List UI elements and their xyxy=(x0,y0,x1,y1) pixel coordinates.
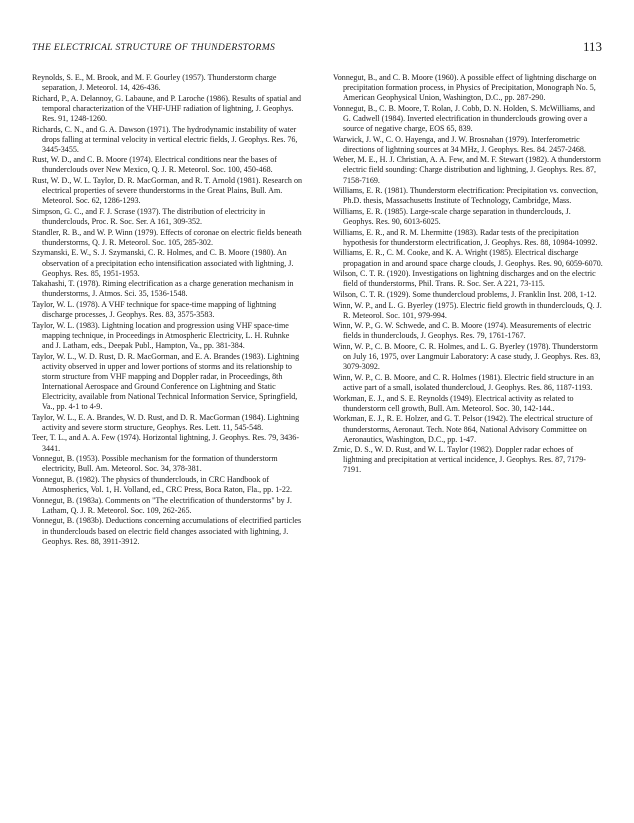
reference-entry: Rust, W. D., W. L. Taylor, D. R. MacGorman, and R. T. Arnold (1981). Research on electrical properties of severe thunderstorms in the Great Plains, Bull. Am. Meteorol. Soc. 62, 1286-1293. xyxy=(32,176,302,206)
reference-entry: Taylor, W. L. (1978). A VHF technique for space-time mapping of lightning discharge processes, J. Geophys. Res. 83, 3575-3583. xyxy=(32,300,277,320)
reference-entry: Vonnegut, B., C. B. Moore, T. Rolan, J. Cobb, D. N. Holden, S. McWilliams, and G. Cadwell (1984). Inverted electrification in thunderclouds growing over a source of negative charge, EOS 65, 839. xyxy=(333,103,595,133)
reference-entry: Taylor, W. L. (1983). Lightning location and progression using VHF space-time mapping technique, in Proceedings in Atmospheric Electricity, L. H. Ruhnke and J. Latham, eds., Deepak Publ., Hampton, Va., pp. 381-384. xyxy=(32,320,290,350)
reference-entry: Reynolds, S. E., M. Brook, and M. F. Gourley (1957). Thunderstorm charge separation, J. Meteorol. 14, 426-436. xyxy=(32,73,277,93)
reference-entry: Richard, P., A. Delannoy, G. Labaune, and P. Laroche (1986). Results of spatial and temporal characterization of the VHF-UHF radiation of lightning, J. Geophys. Res. 91, 1248-1260. xyxy=(32,93,301,123)
page-header xyxy=(32,39,602,58)
reference-entry: Wilson, C. T. R. (1929). Some thundercloud problems, J. Franklin Inst. 208, 1-12. xyxy=(333,289,597,299)
reference-entry: Williams, E. R. (1981). Thunderstorm electrification: Precipitation vs. convection, Ph.D. thesis, Massachusetts Institute of Technology, Cambridge, Mass. xyxy=(333,186,599,206)
reference-entry: Vonnegut, B. (1983a). Comments on "The electrification of thunderstorms" by J. Latham, Q. J. R. Meteorol. Soc. 109, 262-265. xyxy=(32,495,292,515)
reference-entry: Taylor, W. L., E. A. Brandes, W. D. Rust, and D. R. MacGorman (1984). Lightning activity and severe storm structure, Geophys. Res. Lett. 11, 545-548. xyxy=(32,412,300,432)
reference-entry: Rust, W. D., and C. B. Moore (1974). Electrical conditions near the bases of thunderclouds over New Mexico, Q. J. R. Meteorol. Soc. 100, 450-468. xyxy=(32,155,277,175)
reference-entry: Vonnegut, B. (1953). Possible mechanism for the formation of thunderstorm electricity, Bull. Am. Meteorol. Soc. 34, 378-381. xyxy=(32,454,278,474)
reference-entry: Williams, E. R., C. M. Cooke, and K. A. Wright (1985). Electrical discharge propagation in and around space charge clouds, J. Geophys. Res. 90, 6059-6070. xyxy=(333,248,603,268)
reference-entry: Teer, T. L., and A. A. Few (1974). Horizontal lightning, J. Geophys. Res. 79, 3436-3441. xyxy=(32,433,300,453)
reference-entry: Williams, E. R. (1985). Large-scale charge separation in thunderclouds, J. Geophys. Res. 90, 6013-6025. xyxy=(333,206,571,227)
reference-entry: Weber, M. E., H. J. Christian, A. A. Few, and M. F. Stewart (1982). A thunderstorm electric field sounding: Charge distribution and lightning, J. Geophys. Res. 87, 7158-7169. xyxy=(333,155,601,185)
reference-entry: Winn, W. P., C. B. Moore, C. R. Holmes, and L. G. Byerley (1978). Thunderstorm on July 16, 1975, over Langmuir Laboratory: A case study, J. Geophys. Res. 83, 3079-3092. xyxy=(333,342,601,372)
references-left-column xyxy=(32,73,302,547)
reference-entry: Williams, E. R., and R. M. Lhermitte (1983). Radar tests of the precipitation hypothesis for thunderstorm electrification, J. Geophys. Res. 88, 10984-10992. xyxy=(333,227,598,247)
reference-entry: Zrnic, D. S., W. D. Rust, and W. L. Taylor (1982). Doppler radar echoes of lightning and precipitation at vertical incidence, J. Geophys. Res. 87, 7179-7191. xyxy=(333,445,586,475)
running-title: THE ELECTRICAL STRUCTURE OF THUNDERSTORMS xyxy=(32,42,276,53)
reference-entry: Winn, W. P., and L. G. Byerley (1975). Electric field growth in thunderclouds, Q. J. R. Meteorol. Soc. 101, 979-994. xyxy=(333,300,602,320)
reference-entry: Vonnegut, B. (1983b). Deductions concerning accumulations of electrified particles in thunderclouds based on electric field changes associated with lightning, J. Geophys. Res. 88, 3911-3912. xyxy=(32,516,302,546)
reference-entry: Warwick, J. W., C. O. Hayenga, and J. W. Brosnahan (1979). Interferometric directions of lightning sources at 34 MHz, J. Geophys. Res. 84. 2457-2468. xyxy=(333,134,586,154)
references-right-column xyxy=(333,73,603,476)
page-number: 113 xyxy=(582,39,602,54)
reference-entry: Vonnegut, B., and C. B. Moore (1960). A possible effect of lightning discharge on precipitation formation process, in Physics of Precipitation, Monograph No. 5, American Geophysical Union, Washington, D.C., pp. 287-290. xyxy=(333,73,597,103)
reference-entry: Szymanski, E. W., S. J. Szymanski, C. R. Holmes, and C. B. Moore (1980). An observation of a precipitation echo intensification associated with lightning, J. Geophys. Res. 85, 1951-1953. xyxy=(32,248,294,278)
reference-entry: Winn, W. P., C. B. Moore, and C. R. Holmes (1981). Electric field structure in an active part of a small, isolated thundercloud, J. Geophys. Res. 86, 1187-1193. xyxy=(333,372,594,393)
reference-entry: Simpson, G. C., and F. J. Scrase (1937). The distribution of electricity in thunderclouds, Proc. R. Soc. Ser. A 161, 309-352. xyxy=(32,206,266,227)
reference-entry: Winn, W. P., G. W. Schwede, and C. B. Moore (1974). Measurements of electric fields in thunderclouds, J. Geophys. Res. 79, 1761-1767. xyxy=(333,321,592,341)
reference-entry: Wilson, C. T. R. (1920). Investigations on lightning discharges and on the electric field of thunderstorms, Phil. Trans. R. Soc. Ser. A 221, 73-115. xyxy=(333,269,596,289)
reference-entry: Workman, E. J., R. E. Holzer, and G. T. Pelsor (1942). The electrical structure of thunderstorms, Aeronaut. Tech. Note 864, National Advisory Committee on Aeronautics, Washington, D.C., pp. 1-47. xyxy=(333,414,593,444)
reference-entry: Standler, R. B., and W. P. Winn (1979). Effects of coronae on electric fields beneath thunderstorms, Q. J. R. Meteorol. Soc. 105, 285-302. xyxy=(32,227,302,247)
reference-entry: Workman, E. J., and S. E. Reynolds (1949). Electrical activity as related to thunderstorm cell growth, Bull. Am. Meteorol. Soc. 30, 142-144.. xyxy=(333,393,574,413)
reference-entry: Vonnegut, B. (1982). The physics of thunderclouds, in CRC Handbook of Atmospherics, Vol. 1, H. Volland, ed., CRC Press, Boca Raton, Fla., pp. 1-22. xyxy=(32,474,292,495)
reference-entry: Taylor, W. L., W. D. Rust, D. R. MacGorman, and E. A. Brandes (1983). Lightning activity observed in upper and lower portions of storms and its relationship to storm structure from VHF mapping and Doppler radar, in Proceedings, 8th International Aerospace and Ground Conference on Lightning and Static Electricity, available from National Technical Information Service, Springfield, Va., pp. 4-1 to 4-9. xyxy=(32,351,300,412)
reference-entry: Takahashi, T. (1978). Riming electrification as a charge generation mechanism in thunderstorms, J. Atmos. Sci. 35, 1536-1548. xyxy=(32,279,294,299)
reference-entry: Richards, C. N., and G. A. Dawson (1971). The hydrodynamic instability of water drops falling at terminal velocity in vertical electric fields, J. Geophys. Res. 76, 3445-3455. xyxy=(32,124,298,154)
